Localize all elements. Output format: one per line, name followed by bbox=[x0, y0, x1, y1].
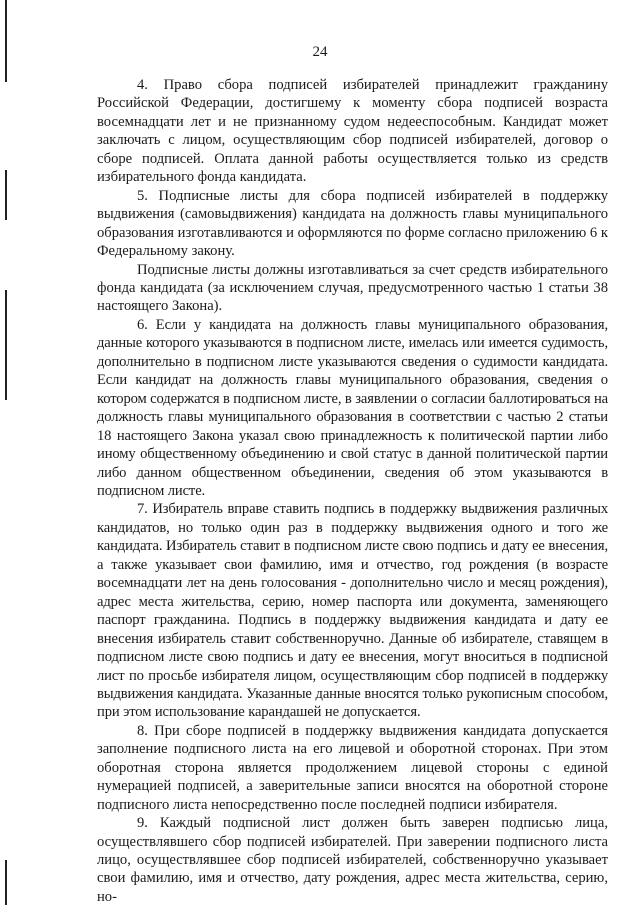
paragraph-5: 5. Подписные листы для сбора подписей избирателей в поддержку выдвижения (самовыдвижения) кандидата на должность главы муниципального образования изготавливаются и оформляются по форме согласно приложению 6 к Федеральному закону. bbox=[97, 187, 608, 260]
document-body bbox=[97, 76, 608, 906]
paragraph-6: 6. Если у кандидата на должность главы муниципального образования, данные которого указываются в подписном листе, имелась или имеется судимость, дополнительно в подписном листе указываются сведения о судимости кандидата. Если кандидат на должность главы муниципального образования, сведения о котором содержатся в подписном листе, в заявлении о согласии баллотироваться на должность главы муниципального образования в соответствии с частью 2 статьи 18 настоящего Закона указал свою принадлежность к политической партии либо иному общественному объединению и свой статус в данной политической партии либо данном общественном объединении, сведения об этом указываются в подписном листе. bbox=[97, 316, 608, 499]
paragraph-4: 4. Право сбора подписей избирателей принадлежит гражданину Российской Федерации, достигшему к моменту сбора подписей возраста восемнадцати лет и не признанному судом недееспособным. Кандидат может заключать с лицом, осуществляющим сбор подписей избирателей, договор о сборе подписей. Оплата данной работы осуществляется только из средств избирательного фонда кандидата. bbox=[97, 77, 608, 186]
scan-margin-line bbox=[5, 290, 7, 400]
paragraph-5-continued: Подписные листы должны изготавливаться за счет средств избирательного фонда кандидата (за исключением случая, предусмотренного частью 1 статьи 38 настоящего Закона). bbox=[97, 261, 608, 315]
paragraph-9: 9. Каждый подписной лист должен быть заверен подписью лица, осуществлявшего сбор подписей избирателей. При заверении подписного листа лицо, осуществлявшее сбор подписей избирателей, собственноручно указывает свои фамилию, имя и отчество, дату рождения, адрес места жительства, серию, но- bbox=[97, 815, 608, 905]
scan-margin-line bbox=[5, 170, 7, 220]
paragraph-7: 7. Избиратель вправе ставить подпись в поддержку выдвижения различных кандидатов, но только один раз в поддержку выдвижения одного и того же кандидата. Избиратель ставит в подписном листе свою подпись и дату ее внесения, а также указывает свои фамилию, имя и отчество, год рождения (в возрасте восемнадцати лет на день голосования - дополнительно число и месяц рождения), адрес места жительства, серию, номер паспорта или документа, заменяющего паспорт гражданина. Подпись в поддержку выдвижения кандидата и дату ее внесения избиратель ставит собственноручно. Данные об избирателе, ставящем в подписном листе свою подпись и дату ее внесения, могут вноситься в подписной лист по просьбе избирателя лицом, осуществляющим сбор подписей в поддержку выдвижения кандидата. Указанные данные вносятся только рукописным способом, при этом использование карандашей не допускается. bbox=[97, 501, 608, 721]
scan-margin-line bbox=[5, 0, 7, 82]
paragraph-8: 8. При сборе подписей в поддержку выдвижения кандидата допускается заполнение подписного листа на его лицевой и оборотной сторонах. При этом оборотная сторона является продолжением лицевой стороны с единой нумерацией подписей, а заверительные записи вносятся на оборотной стороне подписного листа непосредственно после последней подписи избирателя. bbox=[97, 722, 608, 813]
page-number: 24 bbox=[312, 44, 328, 60]
scan-margin-line bbox=[5, 860, 7, 905]
